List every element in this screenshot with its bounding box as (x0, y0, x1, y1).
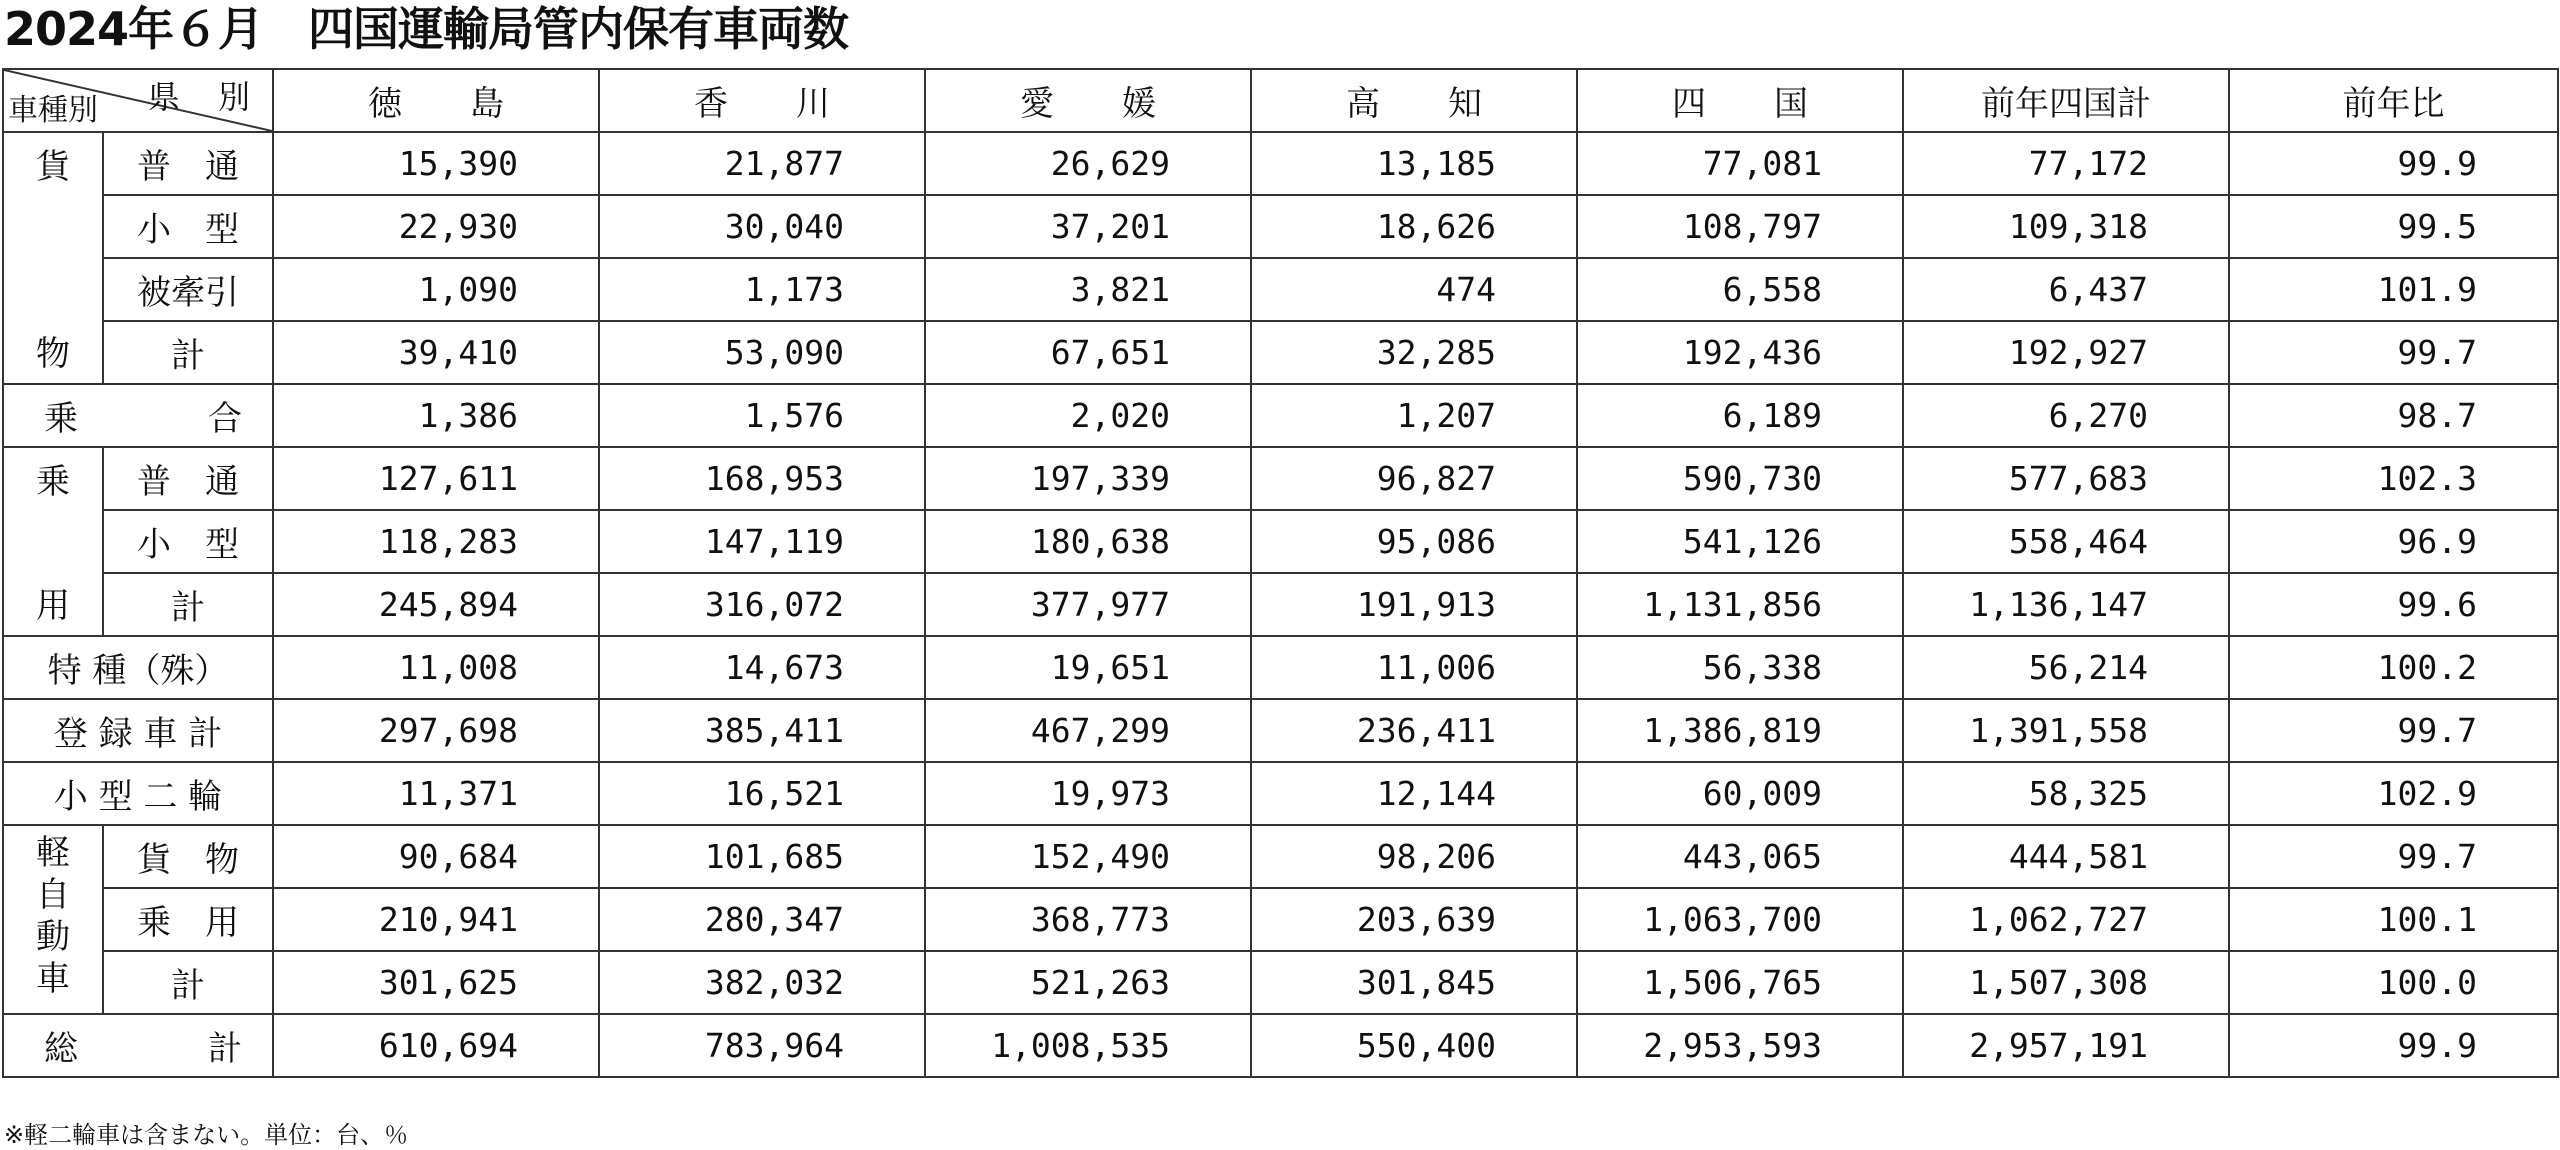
group-char: 車 (36, 959, 70, 999)
table-row (3, 573, 2558, 636)
value-cell: 96.9 (2229, 510, 2558, 573)
value-cell: 56,214 (1903, 636, 2229, 699)
table-row (3, 888, 2558, 951)
column-header: 四 国 (1577, 69, 1903, 132)
row-label: 計 (103, 321, 273, 384)
value-cell: 77,172 (1903, 132, 2229, 195)
row-label (3, 384, 273, 447)
corner-top-label: 県 別 (147, 78, 264, 116)
small-2wheel-label: 小 型 二 輪 (53, 777, 223, 817)
row-label: 小 型 (103, 510, 273, 573)
table-row (3, 132, 2558, 195)
total-label-2: 計 (208, 1029, 242, 1069)
row-label: 小 型 (103, 195, 273, 258)
column-header: 愛 媛 (925, 69, 1251, 132)
value-cell: 58,325 (1903, 762, 2229, 825)
table-row (3, 384, 2558, 447)
row-label: 貨 物 (103, 825, 273, 888)
row-label: 計 (103, 573, 273, 636)
value-cell: 197,339 (925, 447, 1251, 510)
value-cell: 1,506,765 (1577, 951, 1903, 1014)
value-cell: 2,020 (925, 384, 1251, 447)
header-row (3, 69, 2558, 132)
value-cell: 6,189 (1577, 384, 1903, 447)
value-cell: 245,894 (273, 573, 599, 636)
value-cell: 377,977 (925, 573, 1251, 636)
table-row (3, 447, 2558, 510)
value-cell: 21,877 (599, 132, 925, 195)
table-row (3, 636, 2558, 699)
value-cell: 1,391,558 (1903, 699, 2229, 762)
value-cell: 6,437 (1903, 258, 2229, 321)
value-cell: 99.6 (2229, 573, 2558, 636)
value-cell: 783,964 (599, 1014, 925, 1077)
value-cell: 15,390 (273, 132, 599, 195)
special-label: 特 種（殊） (47, 651, 229, 691)
value-cell: 14,673 (599, 636, 925, 699)
value-cell: 610,694 (273, 1014, 599, 1077)
value-cell: 16,521 (599, 762, 925, 825)
value-cell: 77,081 (1577, 132, 1903, 195)
column-header: 前年四国計 (1903, 69, 2229, 132)
value-cell: 90,684 (273, 825, 599, 888)
value-cell: 2,953,593 (1577, 1014, 1903, 1077)
value-cell: 443,065 (1577, 825, 1903, 888)
row-label (3, 699, 273, 762)
value-cell: 127,611 (273, 447, 599, 510)
value-cell: 192,927 (1903, 321, 2229, 384)
table-row (3, 825, 2558, 888)
table-row (3, 762, 2558, 825)
value-cell: 1,507,308 (1903, 951, 2229, 1014)
bus-label-1: 乗 (44, 399, 78, 439)
value-cell: 1,207 (1251, 384, 1577, 447)
table-row (3, 258, 2558, 321)
value-cell: 1,576 (599, 384, 925, 447)
footnote: ※軽二輪車は含まない。単位：台、％ (4, 1121, 409, 1149)
value-cell: 11,008 (273, 636, 599, 699)
group-char: 乗 (36, 462, 70, 502)
vehicle-count-table (2, 68, 2559, 1078)
value-cell: 590,730 (1577, 447, 1903, 510)
value-cell: 2,957,191 (1903, 1014, 2229, 1077)
value-cell: 101.9 (2229, 258, 2558, 321)
value-cell: 301,625 (273, 951, 599, 1014)
value-cell: 22,930 (273, 195, 599, 258)
value-cell: 11,371 (273, 762, 599, 825)
page-title: 2024年６月 四国運輸局管内保有車両数 (4, 2, 849, 56)
value-cell: 18,626 (1251, 195, 1577, 258)
group-label-cargo (3, 132, 103, 384)
row-label: 普 通 (103, 447, 273, 510)
table-row (3, 951, 2558, 1014)
value-cell: 118,283 (273, 510, 599, 573)
value-cell: 109,318 (1903, 195, 2229, 258)
value-cell: 99.7 (2229, 699, 2558, 762)
value-cell: 1,062,727 (1903, 888, 2229, 951)
value-cell: 98,206 (1251, 825, 1577, 888)
corner-bottom-label: 車種別 (8, 93, 98, 128)
total-label-1: 総 (44, 1029, 78, 1069)
value-cell: 102.3 (2229, 447, 2558, 510)
value-cell: 99.9 (2229, 1014, 2558, 1077)
bus-label-2: 合 (208, 399, 242, 439)
value-cell: 108,797 (1577, 195, 1903, 258)
row-label (3, 1014, 273, 1077)
value-cell: 30,040 (599, 195, 925, 258)
value-cell: 99.7 (2229, 321, 2558, 384)
group-char: 物 (36, 334, 70, 374)
value-cell: 60,009 (1577, 762, 1903, 825)
value-cell: 301,845 (1251, 951, 1577, 1014)
column-header: 前年比 (2229, 69, 2558, 132)
value-cell: 210,941 (273, 888, 599, 951)
registered-label: 登 録 車 計 (53, 714, 223, 754)
value-cell: 99.5 (2229, 195, 2558, 258)
row-label: 計 (103, 951, 273, 1014)
value-cell: 19,973 (925, 762, 1251, 825)
value-cell: 6,558 (1577, 258, 1903, 321)
value-cell: 32,285 (1251, 321, 1577, 384)
value-cell: 98.7 (2229, 384, 2558, 447)
value-cell: 1,090 (273, 258, 599, 321)
row-label: 乗 用 (103, 888, 273, 951)
column-header: 香 川 (599, 69, 925, 132)
value-cell: 168,953 (599, 447, 925, 510)
group-char: 軽 (36, 833, 70, 873)
row-label: 被牽引 (103, 258, 273, 321)
value-cell: 67,651 (925, 321, 1251, 384)
group-char: 自 (36, 875, 70, 915)
value-cell: 56,338 (1577, 636, 1903, 699)
value-cell: 100.1 (2229, 888, 2558, 951)
table-row (3, 321, 2558, 384)
value-cell: 297,698 (273, 699, 599, 762)
value-cell: 147,119 (599, 510, 925, 573)
value-cell: 100.2 (2229, 636, 2558, 699)
value-cell: 467,299 (925, 699, 1251, 762)
value-cell: 26,629 (925, 132, 1251, 195)
group-char: 用 (36, 586, 70, 626)
value-cell: 203,639 (1251, 888, 1577, 951)
table-row (3, 699, 2558, 762)
value-cell: 6,270 (1903, 384, 2229, 447)
value-cell: 11,006 (1251, 636, 1577, 699)
value-cell: 12,144 (1251, 762, 1577, 825)
value-cell: 192,436 (1577, 321, 1903, 384)
value-cell: 99.7 (2229, 825, 2558, 888)
column-header: 高 知 (1251, 69, 1577, 132)
table-row (3, 195, 2558, 258)
value-cell: 1,131,856 (1577, 573, 1903, 636)
value-cell: 39,410 (273, 321, 599, 384)
value-cell: 382,032 (599, 951, 925, 1014)
value-cell: 474 (1251, 258, 1577, 321)
value-cell: 280,347 (599, 888, 925, 951)
value-cell: 558,464 (1903, 510, 2229, 573)
value-cell: 316,072 (599, 573, 925, 636)
value-cell: 95,086 (1251, 510, 1577, 573)
value-cell: 236,411 (1251, 699, 1577, 762)
value-cell: 541,126 (1577, 510, 1903, 573)
row-label: 普 通 (103, 132, 273, 195)
value-cell: 152,490 (925, 825, 1251, 888)
value-cell: 385,411 (599, 699, 925, 762)
group-char: 貨 (36, 147, 70, 187)
value-cell: 1,008,535 (925, 1014, 1251, 1077)
row-label (3, 762, 273, 825)
value-cell: 19,651 (925, 636, 1251, 699)
value-cell: 13,185 (1251, 132, 1577, 195)
value-cell: 100.0 (2229, 951, 2558, 1014)
group-label-kei (3, 825, 103, 1014)
value-cell: 1,136,147 (1903, 573, 2229, 636)
value-cell: 99.9 (2229, 132, 2558, 195)
value-cell: 368,773 (925, 888, 1251, 951)
value-cell: 1,386 (273, 384, 599, 447)
group-char: 動 (36, 917, 70, 957)
row-label (3, 636, 273, 699)
value-cell: 1,063,700 (1577, 888, 1903, 951)
value-cell: 1,386,819 (1577, 699, 1903, 762)
value-cell: 3,821 (925, 258, 1251, 321)
value-cell: 102.9 (2229, 762, 2558, 825)
value-cell: 577,683 (1903, 447, 2229, 510)
value-cell: 37,201 (925, 195, 1251, 258)
value-cell: 191,913 (1251, 573, 1577, 636)
value-cell: 521,263 (925, 951, 1251, 1014)
value-cell: 1,173 (599, 258, 925, 321)
group-label-passenger (3, 447, 103, 636)
table-row (3, 1014, 2558, 1077)
table-row (3, 510, 2558, 573)
value-cell: 550,400 (1251, 1014, 1577, 1077)
value-cell: 444,581 (1903, 825, 2229, 888)
corner-header (3, 69, 273, 132)
value-cell: 101,685 (599, 825, 925, 888)
value-cell: 180,638 (925, 510, 1251, 573)
value-cell: 96,827 (1251, 447, 1577, 510)
column-header: 徳 島 (273, 69, 599, 132)
value-cell: 53,090 (599, 321, 925, 384)
